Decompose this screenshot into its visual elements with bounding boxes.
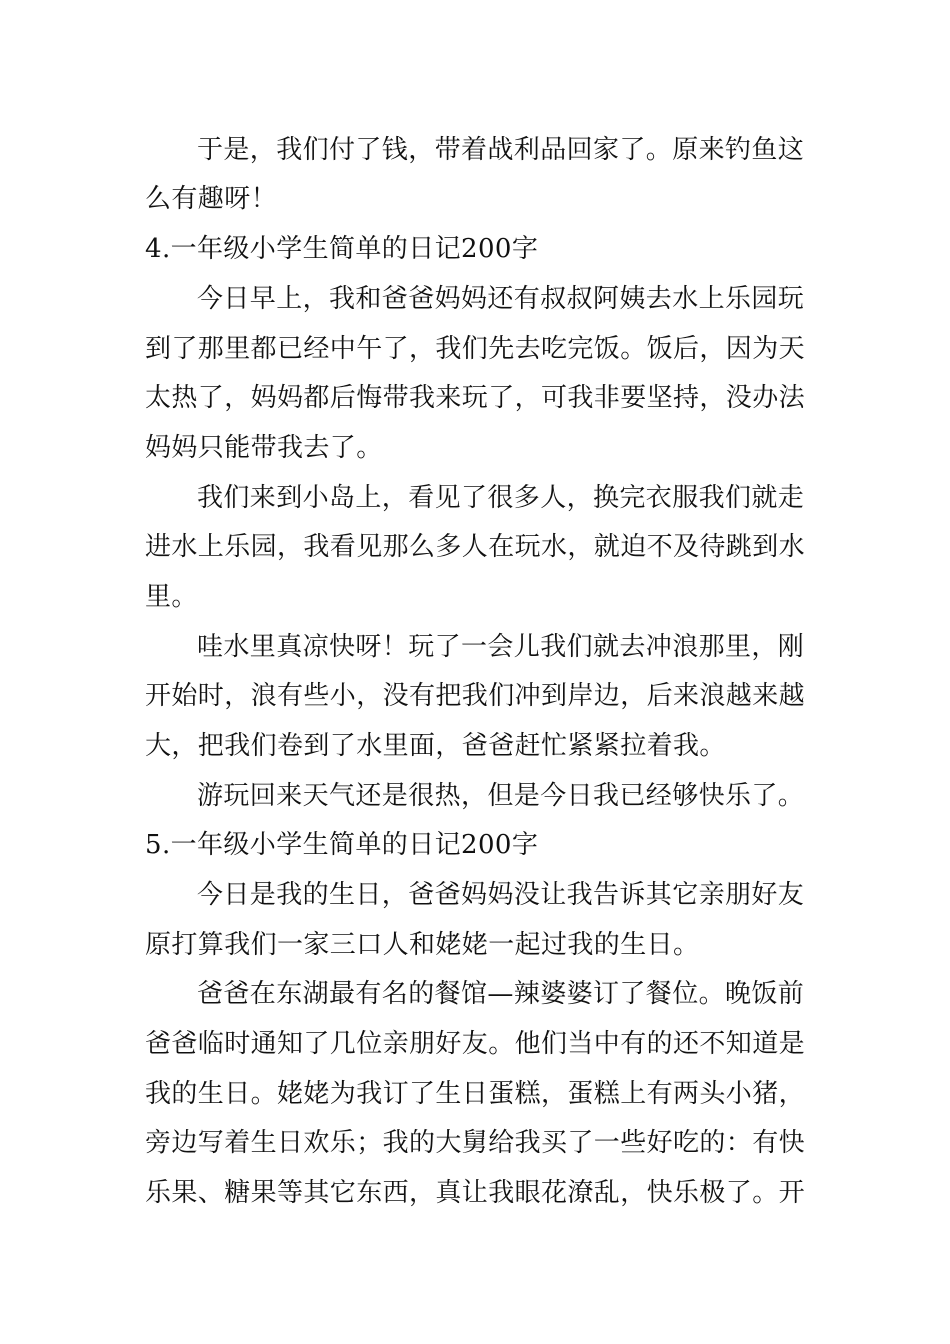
text-line: 原打算我们一家三口人和姥姥一起过我的生日。: [145, 930, 700, 960]
text-line: 我的生日。姥姥为我订了生日蛋糕，蛋糕上有两头小猪，: [145, 1079, 806, 1109]
text-line: 里。: [145, 582, 198, 612]
text-line: 开始时，浪有些小，没有把我们冲到岸边，后来浪越来越: [145, 681, 806, 711]
section-heading: 5.一年级小学生简单的日记200字: [145, 830, 539, 860]
text-line: 到了那里都已经中午了，我们先去吃完饭。饭后，因为天: [145, 334, 806, 364]
text-line: 爸爸在东湖最有名的餐馆—辣婆婆订了餐位。晚饭前: [197, 979, 805, 1009]
text-line: 大，把我们卷到了水里面，爸爸赶忙紧紧拉着我。: [145, 731, 726, 761]
text-line: 于是，我们付了钱，带着战利品回家了。原来钓鱼这: [197, 135, 805, 165]
text-line: 游玩回来天气还是很热，但是今日我已经够快乐了。: [197, 781, 805, 811]
text-line: 乐果、糖果等其它东西，真让我眼花潦乱，快乐极了。开: [145, 1178, 806, 1208]
text-line: 进水上乐园，我看见那么多人在玩水，就迫不及待跳到水: [145, 532, 806, 562]
text-line: 今日是我的生日，爸爸妈妈没让我告诉其它亲朋好友: [197, 880, 805, 910]
text-line: 今日早上，我和爸爸妈妈还有叔叔阿姨去水上乐园玩: [197, 284, 805, 314]
text-line: 妈妈只能带我去了。: [145, 433, 383, 463]
text-line: 么有趣呀！: [145, 184, 278, 214]
text-line: 我们来到小岛上，看见了很多人，换完衣服我们就走: [197, 483, 805, 513]
text-line: 哇水里真凉快呀！玩了一会儿我们就去冲浪那里，刚: [197, 632, 805, 662]
text-line: 爸爸临时通知了几位亲朋好友。他们当中有的还不知道是: [145, 1029, 806, 1059]
text-line: 旁边写着生日欢乐；我的大舅给我买了一些好吃的：有快: [145, 1128, 806, 1158]
section-heading: 4.一年级小学生简单的日记200字: [145, 234, 539, 264]
text-line: 太热了，妈妈都后悔带我来玩了，可我非要坚持，没办法: [145, 383, 806, 413]
